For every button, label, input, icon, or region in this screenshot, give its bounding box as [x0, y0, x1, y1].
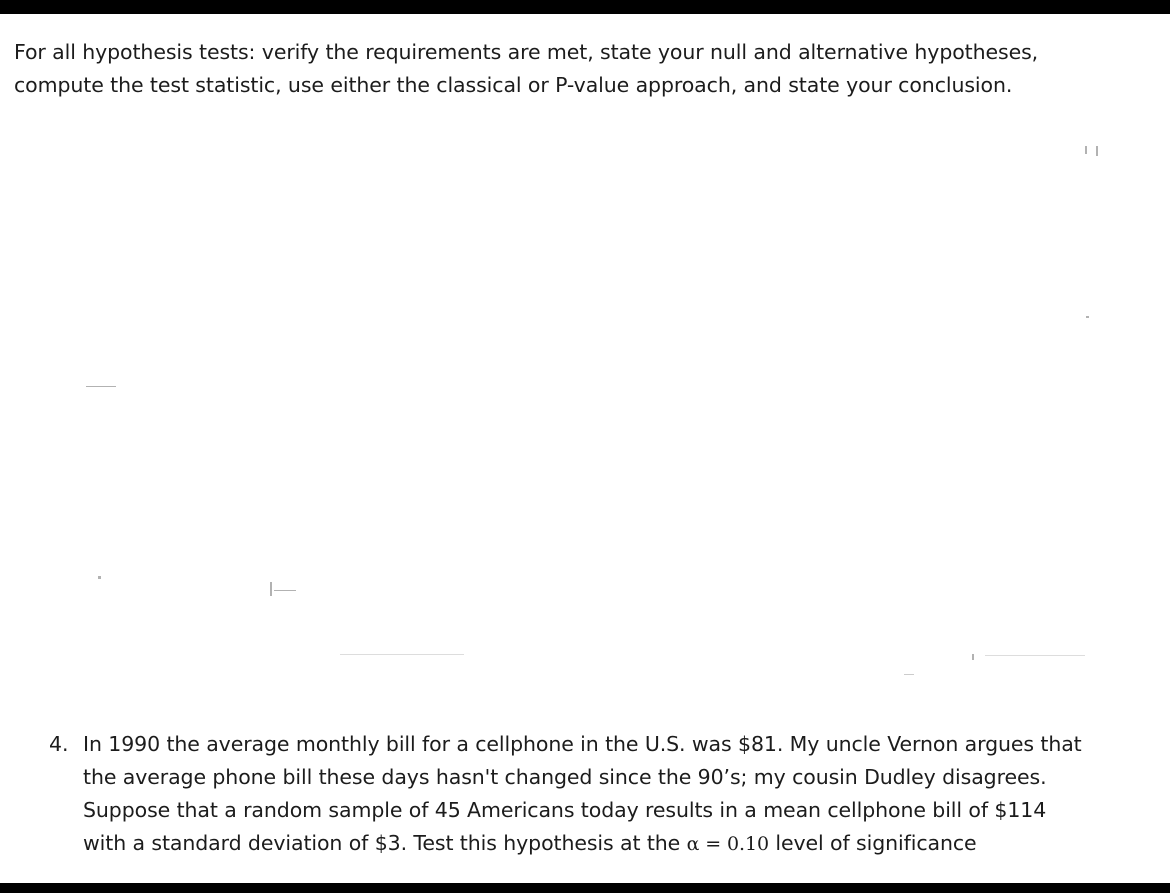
- problem-number: 4.: [49, 732, 69, 756]
- problem-line-4: [83, 827, 1163, 861]
- scan-artifact: [1085, 146, 1087, 154]
- instructions-line-1: For all hypothesis tests: verify the requirements are met, state your null and alternative hypotheses,: [14, 40, 1039, 64]
- scan-artifact: [86, 386, 116, 387]
- problem-line-3: Suppose that a random sample of 45 Americans today results in a mean cellphone bill of $114: [83, 798, 1047, 822]
- scan-artifact: [270, 582, 272, 596]
- problem-line-4-suffix: level of significance: [775, 831, 977, 855]
- problem-line-1: In 1990 the average monthly bill for a cellphone in the U.S. was $81. My uncle Vernon argues that: [83, 732, 1082, 756]
- scan-artifact: [1086, 316, 1089, 318]
- problem-line-2: the average phone bill these days hasn't changed since the 90’s; my cousin Dudley disagrees.: [83, 765, 1047, 789]
- instructions-line-2: compute the test statistic, use either the classical or P-value approach, and state your conclusion.: [14, 73, 1013, 97]
- scan-artifact: [972, 654, 974, 660]
- scan-artifact: [340, 654, 464, 655]
- scan-artifact: [904, 674, 914, 675]
- worksheet-page: [0, 14, 1170, 883]
- instructions-paragraph: [14, 36, 1154, 102]
- scan-artifact: [274, 590, 296, 591]
- scan-artifact: [985, 655, 1085, 656]
- scan-artifact: [1096, 146, 1098, 156]
- scan-artifact: [98, 576, 101, 579]
- problem-line-4-prefix: with a standard deviation of $3. Test this hypothesis at the: [83, 831, 681, 855]
- problem-text: [83, 728, 1163, 861]
- alpha-expression: α = 0.10: [686, 833, 769, 855]
